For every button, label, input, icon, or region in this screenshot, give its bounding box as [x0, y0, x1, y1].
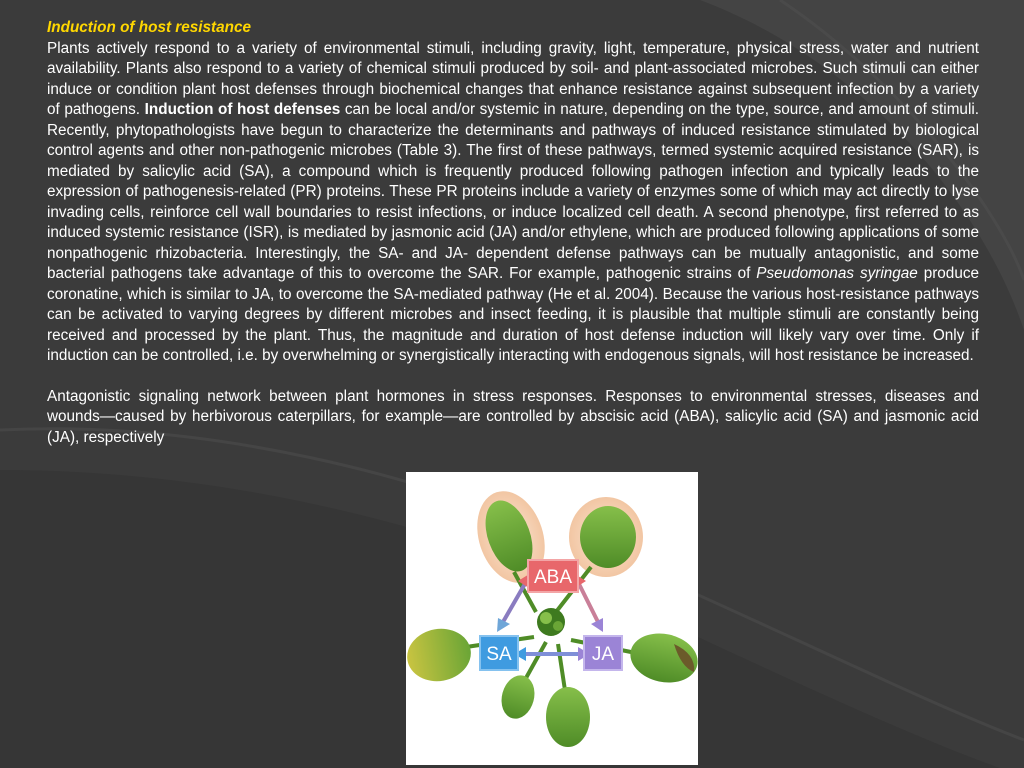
slide-content — [47, 18, 979, 448]
ja-label: JA — [591, 644, 615, 665]
hormone-network-figure — [406, 472, 698, 765]
plant-hormone-diagram — [406, 472, 698, 765]
paragraph-1-bold-phrase: Induction of host defenses — [144, 101, 341, 118]
paragraph-1-text-c: produce coronatine, which is similar to JA, to overcome the SA-mediated pathway (He et al. 2004). Because the various host-resistance pathways can be activated to varying degrees by different microbes and insect feeding, it is plausible that multiple stimuli are constantly being received and processed by the plant. Thus, the magnitude and duration of host defense induction will likely vary over time. Only if induction can be controlled, i.e. by overwhelming or synergistically interacting with endogenous signals, will host resistance be increased. — [47, 265, 979, 364]
paragraph-1-italic-species: Pseudomonas syringae — [756, 265, 918, 282]
sa-label: SA — [486, 644, 512, 665]
aba-label: ABA — [533, 567, 573, 588]
paragraph-1-text-a: Plants actively respond to a variety of environmental stimuli, including gravity, light, temperature, physical stress, water and nutrient availability. Plants also respond to a variety of chemical stimuli produced by soil- and plant-associated microbes. Such stimuli can either induce or condition plant host defenses through biochemical changes that enhance resistance against subsequent infection by a variety of pathogens. — [47, 39, 979, 118]
body-paragraph-1 — [47, 39, 979, 367]
hormone-box-sa — [480, 636, 518, 670]
arrow-sa-ja — [514, 647, 590, 661]
hormone-box-ja — [584, 636, 622, 670]
paragraph-spacer — [47, 367, 979, 387]
body-paragraph-2: Antagonistic signaling network between plant hormones in stress responses. Responses to environmental stresses, diseases and wounds—caused by herbivorous caterpillars, for example—are controlled by abscisic acid (ABA), salicylic acid (SA) and jasmonic acid (JA), respectively — [47, 387, 979, 446]
paragraph-1-text-b: can be local and/or systemic in nature, depending on the type, source, and amount of stimuli. Recently, phytopathologists have begun to characterize the determinants and pathways of induced resistance stimulated by biological control agents and other non-pathogenic microbes (Table 3). The first of these pathways, termed systemic acquired resistance (SAR), is mediated by salicylic acid (SA), a compound which is frequently produced following pathogen infection and typically leads to the expression of pathogenesis-related (PR) proteins. These PR proteins include a variety of enzymes some of which may act directly to lyse invading cells, reinforce cell wall boundaries to resist infections, or induce localized cell death. A second phenotype, first referred to as induced systemic resistance (ISR), is mediated by jasmonic acid (JA) and/or ethylene, which are produced following applications of some nonpathogenic rhizobacteria. Interestingly, the SA- and JA- dependent defense pathways can be mutually antagonistic, and some bacterial pathogens take advantage of this to overcome the SAR. For example, pathogenic strains of — [47, 101, 979, 282]
slide-title: Induction of host resistance — [47, 19, 251, 36]
hormone-box-aba — [528, 560, 578, 592]
